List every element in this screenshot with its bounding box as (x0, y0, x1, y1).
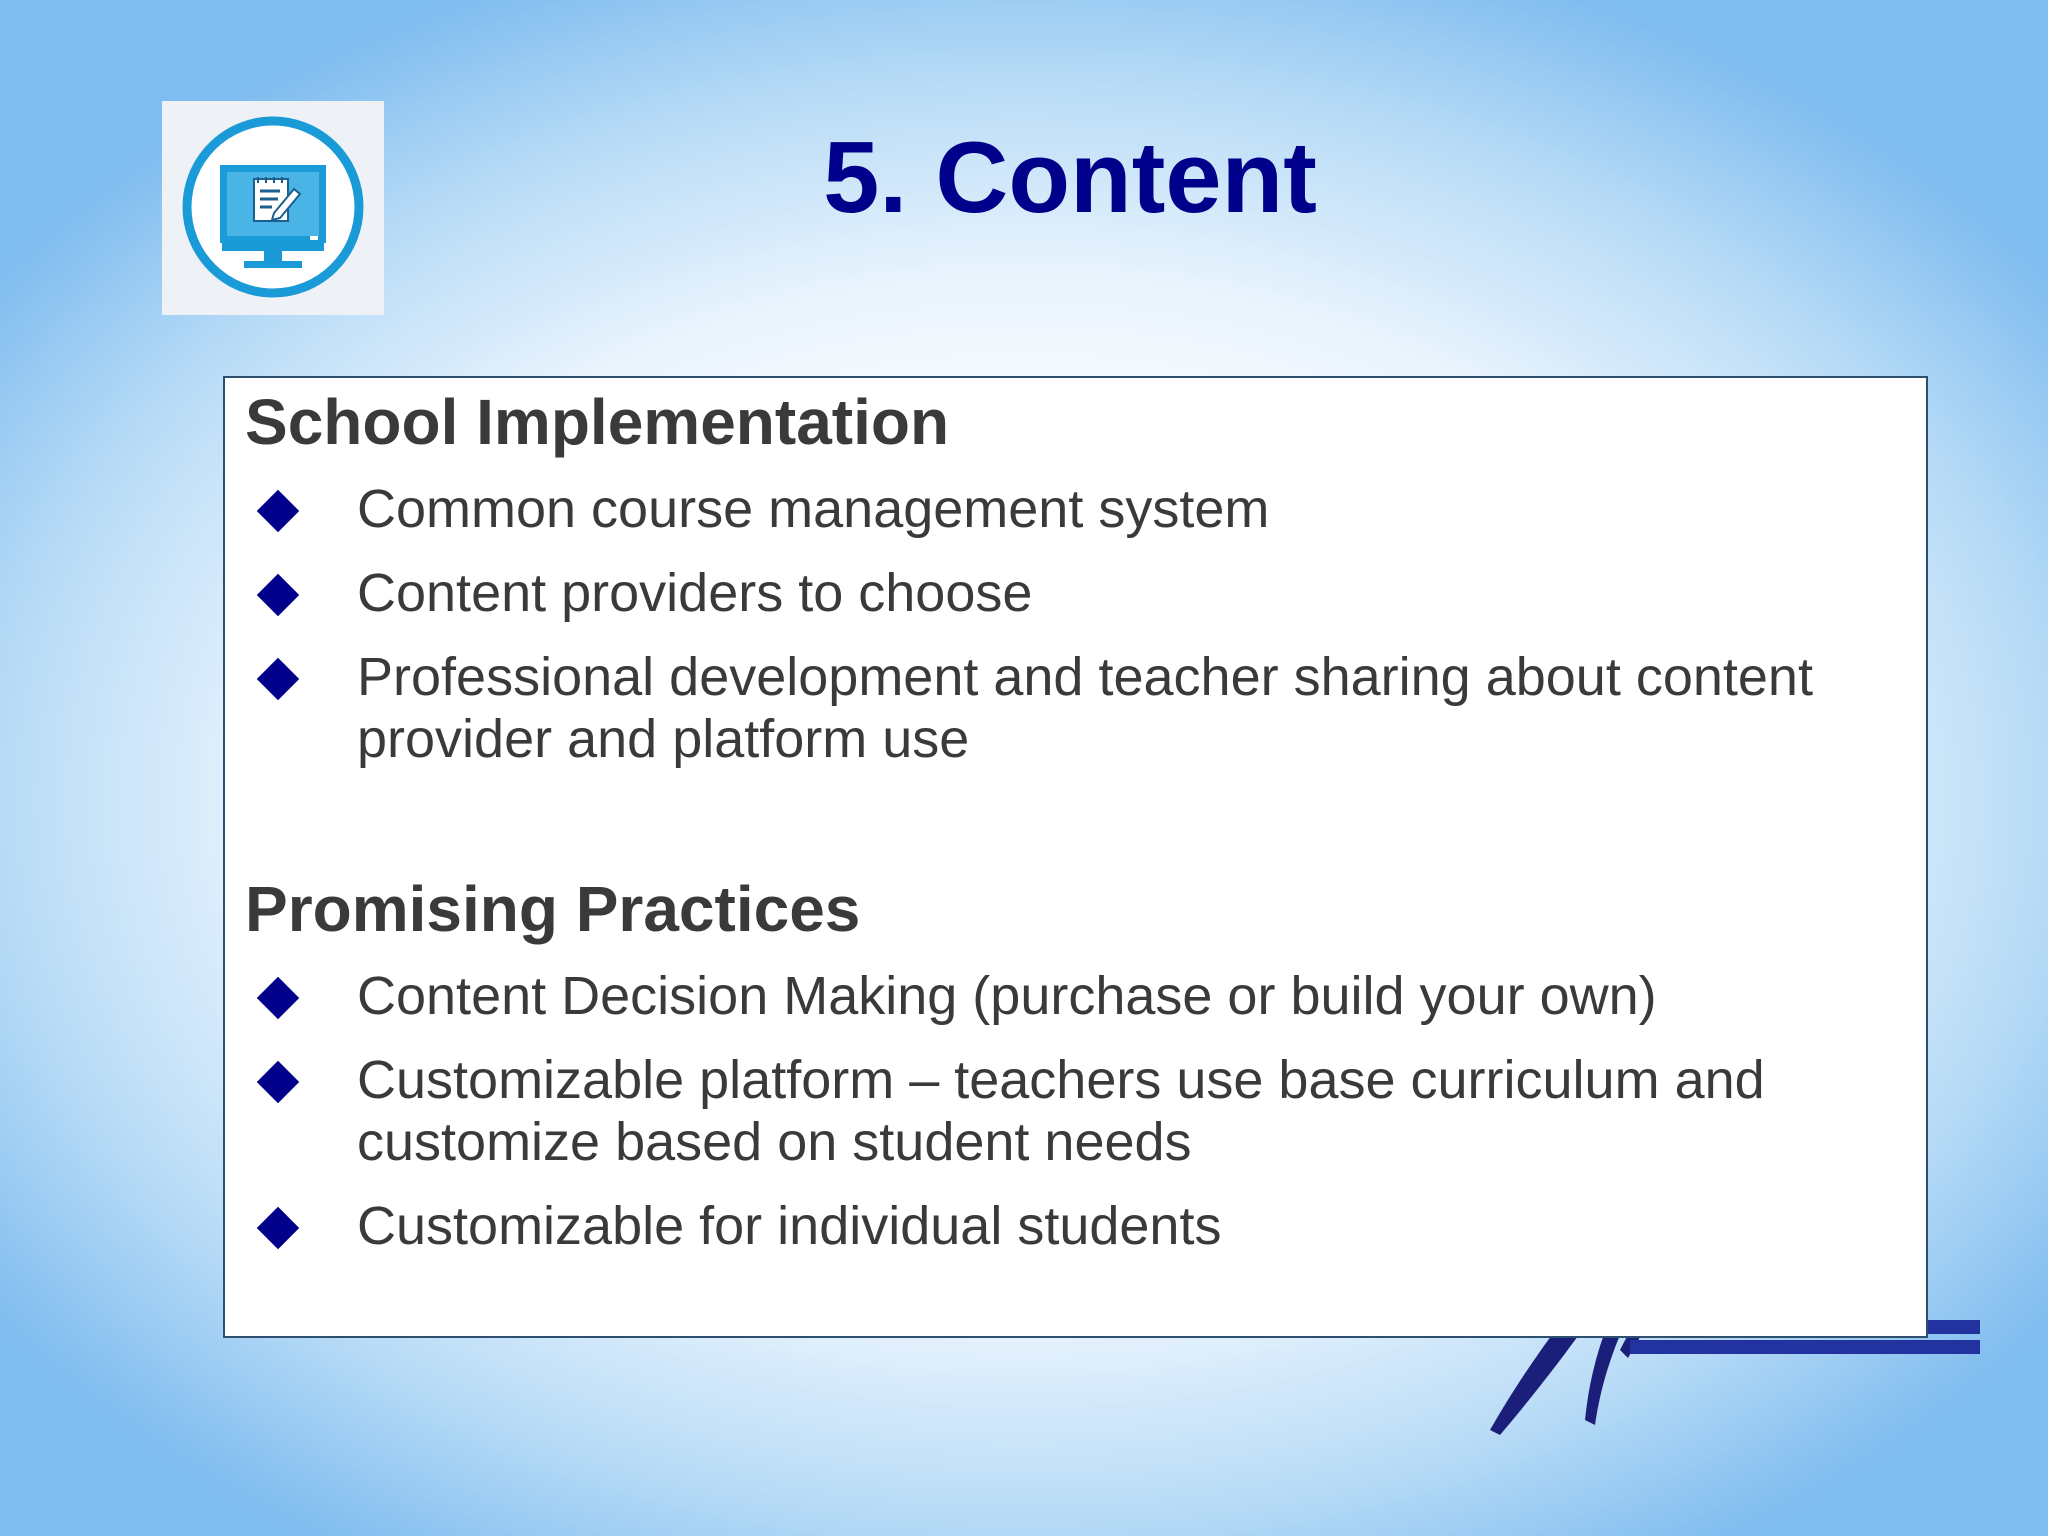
content-box (223, 376, 1928, 1338)
diamond-bullet-icon (257, 490, 299, 532)
list-item-text: Content Decision Making (purchase or build your own) (357, 966, 1657, 1026)
slide-title: 5. Content (823, 122, 1317, 234)
list-item-text: Content providers to choose (357, 563, 1033, 623)
section-heading-promising-practices: Promising Practices (245, 873, 861, 945)
diamond-bullet-icon (257, 1061, 299, 1103)
section-heading-school-implementation: School Implementation (245, 386, 950, 458)
diamond-bullet-icon (257, 574, 299, 616)
monitor-document-icon (162, 101, 384, 315)
list-item (257, 478, 1877, 540)
list-item-text: Professional development and teacher sharing about content provider and platform use (357, 647, 1813, 769)
list-item (257, 646, 1877, 770)
list-item (257, 965, 1877, 1027)
list-item-text: Common course management system (357, 479, 1270, 539)
list-item (257, 562, 1877, 624)
diamond-bullet-icon (257, 1207, 299, 1249)
list-item-text: Customizable for individual students (357, 1196, 1222, 1256)
list-item (257, 1195, 1877, 1257)
diamond-bullet-icon (257, 977, 299, 1019)
list-item-text: Customizable platform – teachers use base curriculum and customize based on student needs (357, 1050, 1765, 1172)
list-item (257, 1049, 1877, 1173)
diamond-bullet-icon (257, 658, 299, 700)
